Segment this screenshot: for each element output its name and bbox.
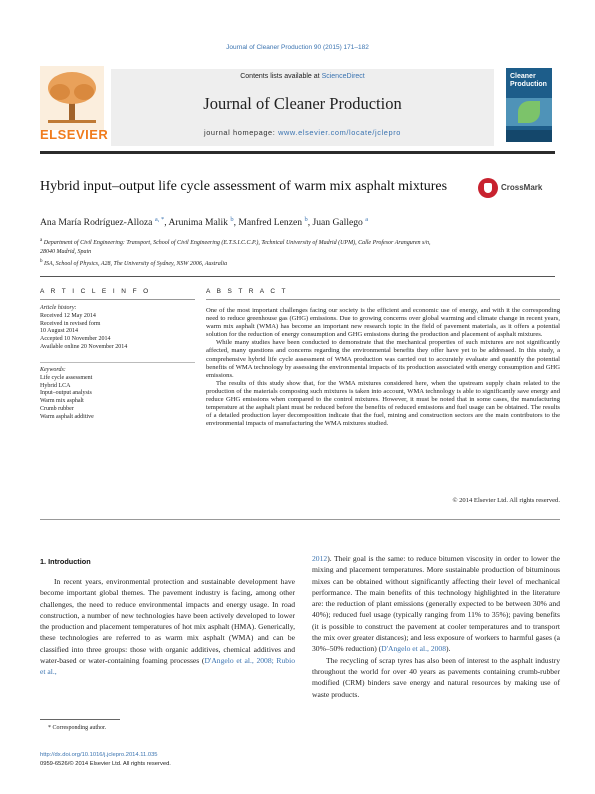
article-title: Hybrid input–output life cycle assessment of warm mix asphalt mixtures	[40, 179, 448, 194]
author-name[interactable]: Juan Gallego	[312, 217, 363, 229]
introduction-heading: 1. Introduction	[40, 557, 91, 566]
affiliation-a: $^a$ Department of Civil Engineering: Transport, School of Civil Engineering (E.T.S.I.C.C.P.), Technical University of Madrid (UPM), Calle Profesor Aranguren s/n,	[40, 238, 431, 246]
author-name[interactable]: Manfred Lenzen	[238, 217, 303, 229]
crossmark-icon	[478, 178, 498, 198]
sciencedirect-link[interactable]: ScienceDirect	[321, 73, 365, 80]
author-list: Ana María Rodríguez-Alloza $^{a, *}$, Arunima Malik $^b$, Manfred Lenzen $^b$, Juan Gallego $^a$	[40, 216, 369, 229]
abstract-paragraph: One of the most important challenges facing our society is the efficient and economic use of energy, and with it the corresponding need to reduce greenhouse gas (GHG) emissions. Due to growing concerns over global warming and climate change in recent years, warm mix asphalt (WMA) has become an important new research topic in the field of pavement materials, as it offers a potential solution for the reduction of energy consumption and GHG emissions during the production and placement of asphalt mixtures.	[206, 307, 560, 339]
citation-link[interactable]: D'Angelo et al., 2008	[381, 644, 447, 654]
keyword: Crumb rubber	[40, 405, 74, 412]
abstract-paragraph: The results of this study show that, for the WMA mixtures considered here, when the upstream supply chain related to the production of the materials composing such mixtures is taken into account, WMA technology is able to significantly save energy and reduce GHG emissions when compared to the control mixtures. However, it must be noted that in some cases, the manufacturing temperature at the asphalt plant must be reduced before the benefits of reduced emissions and fuel usage can be obtained. The results of a detailed production layer decomposition indicate that the fuel, mining and construction sectors are the main contributors to the environmental impacts of manufacturing the WMA mixtures studied.	[206, 379, 560, 428]
keyword: Input–output analysis	[40, 390, 92, 397]
contents-prefix: Contents lists available at	[240, 73, 322, 80]
journal-citation[interactable]: Journal of Cleaner Production 90 (2015) 171–182	[226, 44, 369, 51]
body-column-right	[312, 553, 560, 700]
citation-link[interactable]: D'Angelo et al., 2008; Rubio et al.,	[40, 656, 296, 677]
cover-bottom-band	[506, 130, 552, 142]
history-item: Received 12 May 2014	[40, 312, 96, 319]
affiliation-a-cont: 28040 Madrid, Spain	[40, 249, 92, 255]
abstract-paragraph: While many studies have been conducted to demonstrate that the mechanical properties of such mixtures are not significantly affected, many questions and concerns regarding the environmental benefits they offer have yet to be addressed. In this study, a comprehensive hybrid life cycle assessment of WMA production was carried out to accurately evaluate and quantify the potential benefits of WMA technology by assessing the environmental impacts of its production associated with energy consumption and GHG emissions.	[206, 339, 560, 379]
author-affiliation-mark[interactable]: a, *	[154, 216, 165, 223]
history-item: Available online 20 November 2014	[40, 343, 128, 350]
abstract-bottom-rule	[40, 519, 560, 520]
keywords	[40, 367, 195, 422]
doi-link[interactable]: http://dx.doi.org/10.1016/j.jclepro.2014.11.035	[40, 752, 158, 758]
body-column-left	[40, 576, 295, 678]
abstract-rule	[206, 299, 560, 300]
homepage-link[interactable]: www.elsevier.com/locate/jclepro	[278, 128, 401, 137]
author-affiliation-mark[interactable]: a	[365, 216, 369, 223]
history-item: Received in revised form	[40, 320, 101, 327]
journal-title: Journal of Cleaner Production	[203, 94, 402, 113]
crossmark-button[interactable]	[478, 178, 558, 200]
footnote-rule	[40, 719, 120, 720]
author-affiliation-mark[interactable]: b	[304, 216, 308, 223]
crossmark-label: CrossMark	[501, 183, 543, 192]
citation-link[interactable]: 2012	[312, 554, 328, 563]
article-info-heading: A R T I C L E I N F O	[40, 288, 151, 295]
article-history	[40, 305, 195, 352]
body-paragraph: In recent years, environmental protection and sustainable development have become important global themes. The pavement industry is facing, among other challenges, the need to reduce environmental impacts and energy usage. In road construction, a number of new technologies have been actively developed to lower the production and placement temperatures of hot mix asphalt (HMA). Generically, these technologies are referred to as warm mix asphalt (WMA) and can be classified into three groups: those with organic additives, chemical additives and water-based or water-containing foaming processes (D'Angelo et al., 2008; Rubio et al.,	[40, 577, 296, 677]
cover-title: Cleaner Production	[510, 73, 547, 88]
keyword: Warm mix asphalt	[40, 398, 84, 405]
journal-cover-thumbnail[interactable]	[506, 68, 552, 142]
affiliations	[40, 236, 560, 269]
body-paragraph: The recycling of scrap tyres has also been of interest to the asphalt industry throughout the world for over 40 years as pavements containing crumb-rubber modified (CRM) binders save energy and natural resources by making use of waste products.	[312, 655, 560, 699]
contents-availability	[111, 73, 494, 80]
history-item: 10 August 2014	[40, 328, 79, 335]
keywords-label: Keywords:	[40, 367, 66, 373]
author-name[interactable]: Ana María Rodríguez-Alloza	[40, 217, 153, 229]
header-rule	[40, 151, 555, 154]
keywords-rule	[40, 362, 195, 363]
abstract-body	[206, 307, 560, 428]
keyword: Life cycle assessment	[40, 374, 93, 381]
history-label: Article history:	[40, 305, 77, 311]
section-divider	[40, 276, 555, 277]
info-rule	[40, 299, 195, 300]
history-item: Accepted 10 November 2014	[40, 336, 111, 343]
publisher-name: ELSEVIER	[40, 127, 109, 142]
affiliation-b: $^b$ ISA, School of Physics, A28, The University of Sydney, NSW 2006, Australia	[40, 259, 228, 267]
corresponding-author-note: * Corresponding author.	[48, 725, 107, 731]
abstract-heading: A B S T R A C T	[206, 288, 288, 295]
keyword: Warm asphalt additive	[40, 413, 94, 420]
homepage-prefix: journal homepage:	[203, 128, 279, 137]
body-paragraph: 2012). Their goal is the same: to reduce bitumen viscosity in order to lower the mixing and placement temperatures. More sustainable production of bituminous mixes can be obtained without significantly affecting their level of mechanical performance. The main benefits of this technology highlighted in the literature are: the reduction of plant emissions (generally expected to be between 30% and 40%); reduced fuel usage (typically ranging from 11% to 35%); paving benefits (it is possible to construct the pavement at cooler temperatures and to transport the mix over greater distances); and less exposure of workers to harmful gases (a 30%–50% reduction) (D'Angelo et al., 2008).	[312, 554, 560, 654]
author-name[interactable]: Arunima Malik	[168, 217, 228, 229]
author-affiliation-mark[interactable]: b	[230, 216, 234, 223]
copyright-notice: © 2014 Elsevier Ltd. All rights reserved.	[452, 497, 560, 504]
elsevier-tree-icon	[40, 66, 104, 130]
leaf-icon	[518, 101, 540, 123]
keyword: Hybrid LCA	[40, 382, 71, 389]
issn-copyright: 0959-6526/© 2014 Elsevier Ltd. All rights reserved.	[40, 761, 171, 767]
journal-homepage	[111, 128, 494, 137]
